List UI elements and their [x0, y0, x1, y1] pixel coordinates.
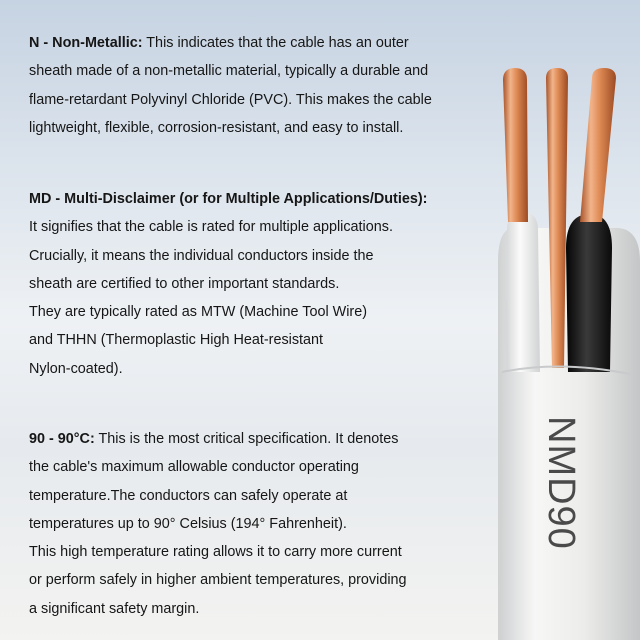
non-metallic-line: sheath made of a non-metallic material, typically a durable and [29, 63, 429, 80]
temperature-line: temperatures up to 90° Celsius (194° Fahrenheit). [29, 515, 347, 532]
white-conductor-insulation [507, 212, 540, 372]
non-metallic-heading: N - Non-Metallic: [29, 35, 143, 51]
multi-disclaimer-line: They are typically rated as MTW (Machine Tool Wire) [29, 304, 368, 321]
temperature-heading: 90 - 90°C: [29, 431, 95, 447]
cable-label: NMD90 [540, 416, 582, 550]
right-copper-conductor [580, 68, 616, 222]
temperature-section [29, 425, 499, 623]
temperature-line: the cable's maximum allowable conductor operating [29, 459, 359, 476]
black-conductor-insulation [566, 214, 612, 372]
multi-disclaimer-line: sheath are certified to other important standards. [29, 275, 340, 292]
non-metallic-line: lightweight, flexible, corrosion-resistant, and easy to install. [29, 119, 404, 136]
temperature-line: a significant safety margin. [29, 600, 200, 617]
multi-disclaimer-line: Nylon-coated). [29, 360, 123, 377]
temperature-line: or perform safely in higher ambient temperatures, providing [29, 572, 407, 589]
non-metallic-section [29, 29, 499, 142]
temperature-line: This high temperature rating allows it to carry more current [29, 544, 402, 561]
temperature-line: temperature.The conductors can safely operate at [29, 487, 348, 504]
multi-disclaimer-line: It signifies that the cable is rated for multiple applications. [29, 219, 393, 236]
multi-disclaimer-line: and THHN (Thermoplastic High Heat-resistant [29, 332, 324, 349]
non-metallic-line: flame-retardant Polyvinyl Chloride (PVC). This makes the cable [29, 91, 432, 108]
multi-disclaimer-heading: MD - Multi-Disclaimer (or for Multiple Applications/Duties): [29, 191, 428, 207]
multi-disclaimer-line: Crucially, it means the individual conductors inside the [29, 247, 374, 264]
left-copper-conductor [503, 68, 528, 222]
temperature-line: 90 - 90°C: This is the most critical specification. It denotes [29, 431, 399, 447]
multi-disclaimer-section [29, 185, 499, 383]
non-metallic-line: N - Non-Metallic: This indicates that the cable has an outer [29, 35, 409, 51]
